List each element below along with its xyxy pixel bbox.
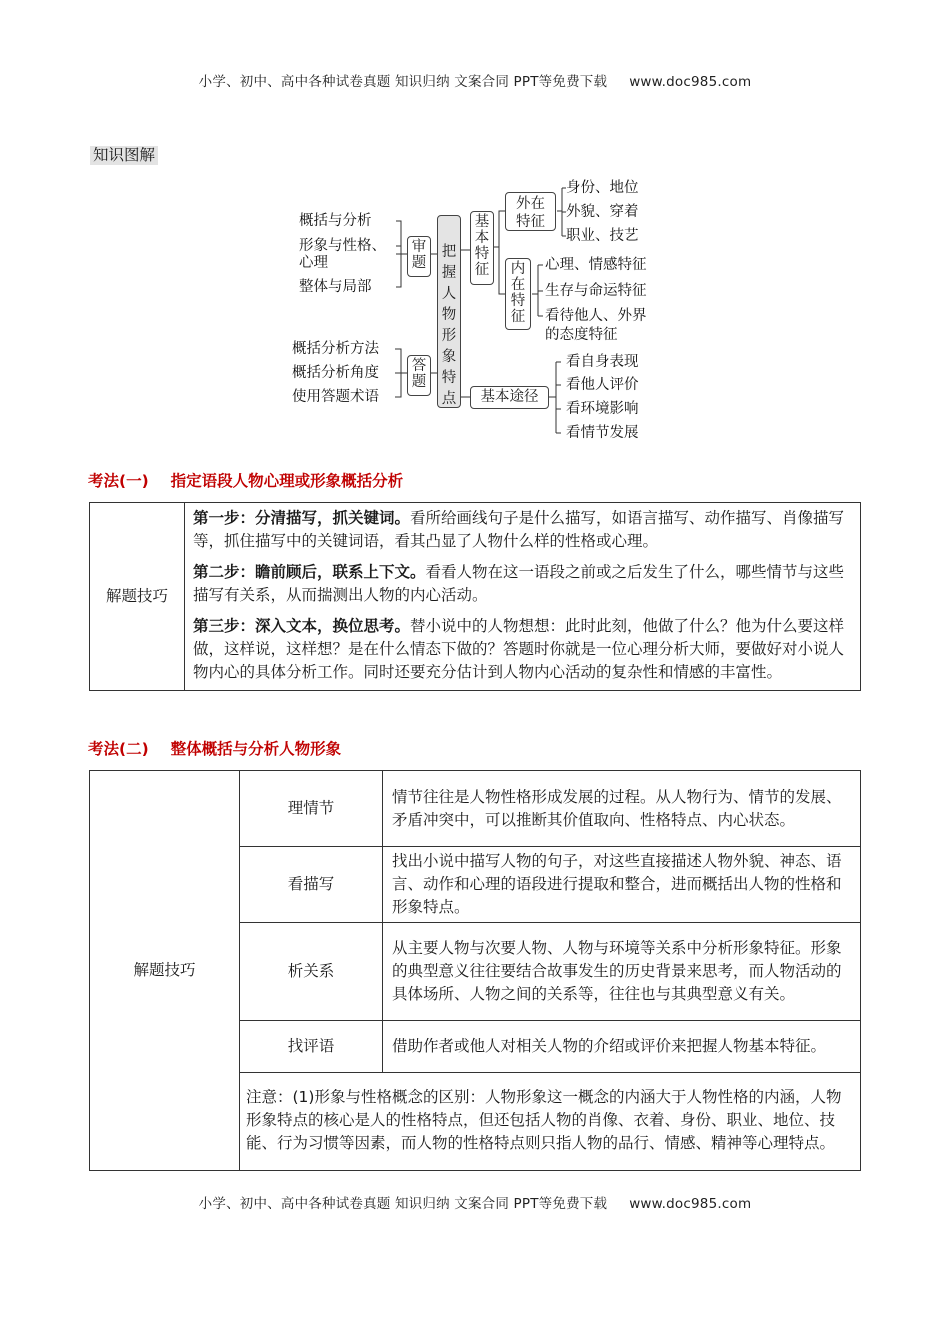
tujing-item: 看环境影响 [566,401,639,417]
method-label: 析关系 [287,962,335,980]
shenti-item: 形象与性格、 [299,238,386,254]
footer-text: 小学、初中、高中各种试卷真题 知识归纳 文案合同 PPT等免费下载 [198,1196,608,1212]
neizai-item: 心理、情感特征 [545,257,647,273]
step-paragraph [193,561,854,607]
kaofa2-table [89,770,861,1171]
waizai-box [505,192,556,231]
dati-item: 概括分析角度 [292,365,379,381]
method-desc: 借助作者或他人对相关人物的介绍或评价来把握人物基本特征。 [392,1037,827,1055]
dati-item: 概括分析方法 [292,341,379,357]
step-text: 替小说中的人物想想：此时此刻，他做了什么？他为什么要这样做，这样说，这样想？是在什么情态下做的？答题时你就是一位心理分析大师，要做好对小说人物内心的具体分析工作。同时还要充分估计到人物内心活动的复杂性和情感的丰富性。 [193,617,845,681]
waizai-item: 外貌、穿着 [566,204,639,220]
center-label: 把握人物形象特点 [441,244,457,407]
neizai-box [505,258,531,330]
method-label: 看描写 [287,875,335,893]
desc-cell [383,847,861,923]
desc-cell [383,771,861,847]
row-label-cell [90,503,185,691]
center-node [437,215,461,408]
waizai-item: 职业、技艺 [566,228,639,244]
steps-cell [185,503,861,691]
section-label: 知识图解 [90,146,158,165]
desc-cell [383,923,861,1021]
tujing-item: 看情节发展 [566,425,639,441]
shenti-item: 整体与局部 [299,279,372,295]
step-text: 看所给画线句子是什么描写，如语言描写、动作描写、肖像描写等，抓住描写中的关键词语，看其凸显了人物什么样的性格或心理。 [193,509,845,550]
shenti-label: 审题 [411,239,427,271]
shenti-box [407,236,431,277]
tujing-item: 看自身表现 [566,354,639,370]
step-paragraph [193,615,854,684]
note-cell [240,1073,861,1171]
jiben-tujing-label: 基本途径 [480,389,539,405]
kaofa1-heading [88,469,403,491]
waizai-item: 身份、地位 [566,180,639,196]
jiben-tezheng-box [470,211,494,285]
neizai-item: 生存与命运特征 [545,283,647,299]
dati-label: 答题 [411,358,427,390]
header-text: 小学、初中、高中各种试卷真题 知识归纳 文案合同 PPT等免费下载 [198,74,608,90]
dati-box [407,355,431,396]
shenti-item: 心理 [299,255,328,271]
jiben-tujing-box [470,386,549,409]
method-desc: 找出小说中描写人物的句子，对这些直接描述人物外貌、神态、语言、动作和心理的语段进行提取和整合，进而概括出人物的性格和形象特点。 [392,852,842,916]
neizai-item: 看待他人、外界 [545,308,647,324]
step-title: 第二步：瞻前顾后，联系上下文。 [193,563,426,581]
kaofa1-tag: 考法(一) [88,472,149,490]
method-cell [240,1021,383,1073]
neizai-item: 的态度特征 [545,327,618,343]
method-cell [240,771,383,847]
neizai-label: 内在特征 [510,261,526,325]
method-cell [240,923,383,1021]
method-label: 理情节 [287,799,335,817]
kaofa2-heading [88,737,341,759]
waizai-label: 外在特征 [516,196,545,230]
kaofa2-title: 整体概括与分析人物形象 [170,740,342,758]
jiben-tezheng-label: 基本特征 [474,214,490,278]
step-paragraph [193,507,854,553]
kaofa2-tag: 考法(二) [88,740,149,758]
dati-item: 使用答题术语 [292,389,379,405]
kaofa1-title: 指定语段人物心理或形象概括分析 [170,472,404,490]
shenti-item: 概括与分析 [299,213,372,229]
kaofa1-table [89,502,861,691]
method-desc: 情节往往是人物性格形成发展的过程。从人物行为、情节的发展、矛盾冲突中，可以推断其价值取向、性格特点、内心状态。 [392,787,842,829]
row-label: 解题技巧 [105,587,168,605]
step-title: 第三步：深入文本，换位思考。 [193,617,411,635]
row-label-cell [90,771,240,1171]
note-text: 注意：(1)形象与性格概念的区别：人物形象这一概念的内涵大于人物性格的内涵，人物形象特点的核心是人的性格特点，但还包括人物的肖像、衣着、身份、职业、地位、技能、行为习惯等因素，而人物的性格特点则只指人物的品行、情感、精神等心理特点。 [246,1088,842,1152]
table-row [90,503,861,691]
page-footer [0,1192,950,1212]
desc-cell [383,1021,861,1073]
method-label: 找评语 [287,1037,335,1055]
method-desc: 从主要人物与次要人物、人物与环境等关系中分析形象特征。形象的典型意义往往要结合故事发生的历史背景来思考，而人物活动的具体场所、人物之间的关系等，往往也与其典型意义有关。 [392,939,842,1003]
row-label: 解题技巧 [133,961,196,979]
step-title: 第一步：分清描写，抓关键词。 [193,509,411,527]
footer-url[interactable]: www.doc985.com [629,1196,752,1212]
table-row [90,771,861,847]
header-url[interactable]: www.doc985.com [629,74,752,90]
method-cell [240,847,383,923]
tujing-item: 看他人评价 [566,377,639,393]
step-text: 看看人物在这一语段之前或之后发生了什么，哪些情节与这些描写有关系，从而揣测出人物的内心活动。 [193,563,845,604]
